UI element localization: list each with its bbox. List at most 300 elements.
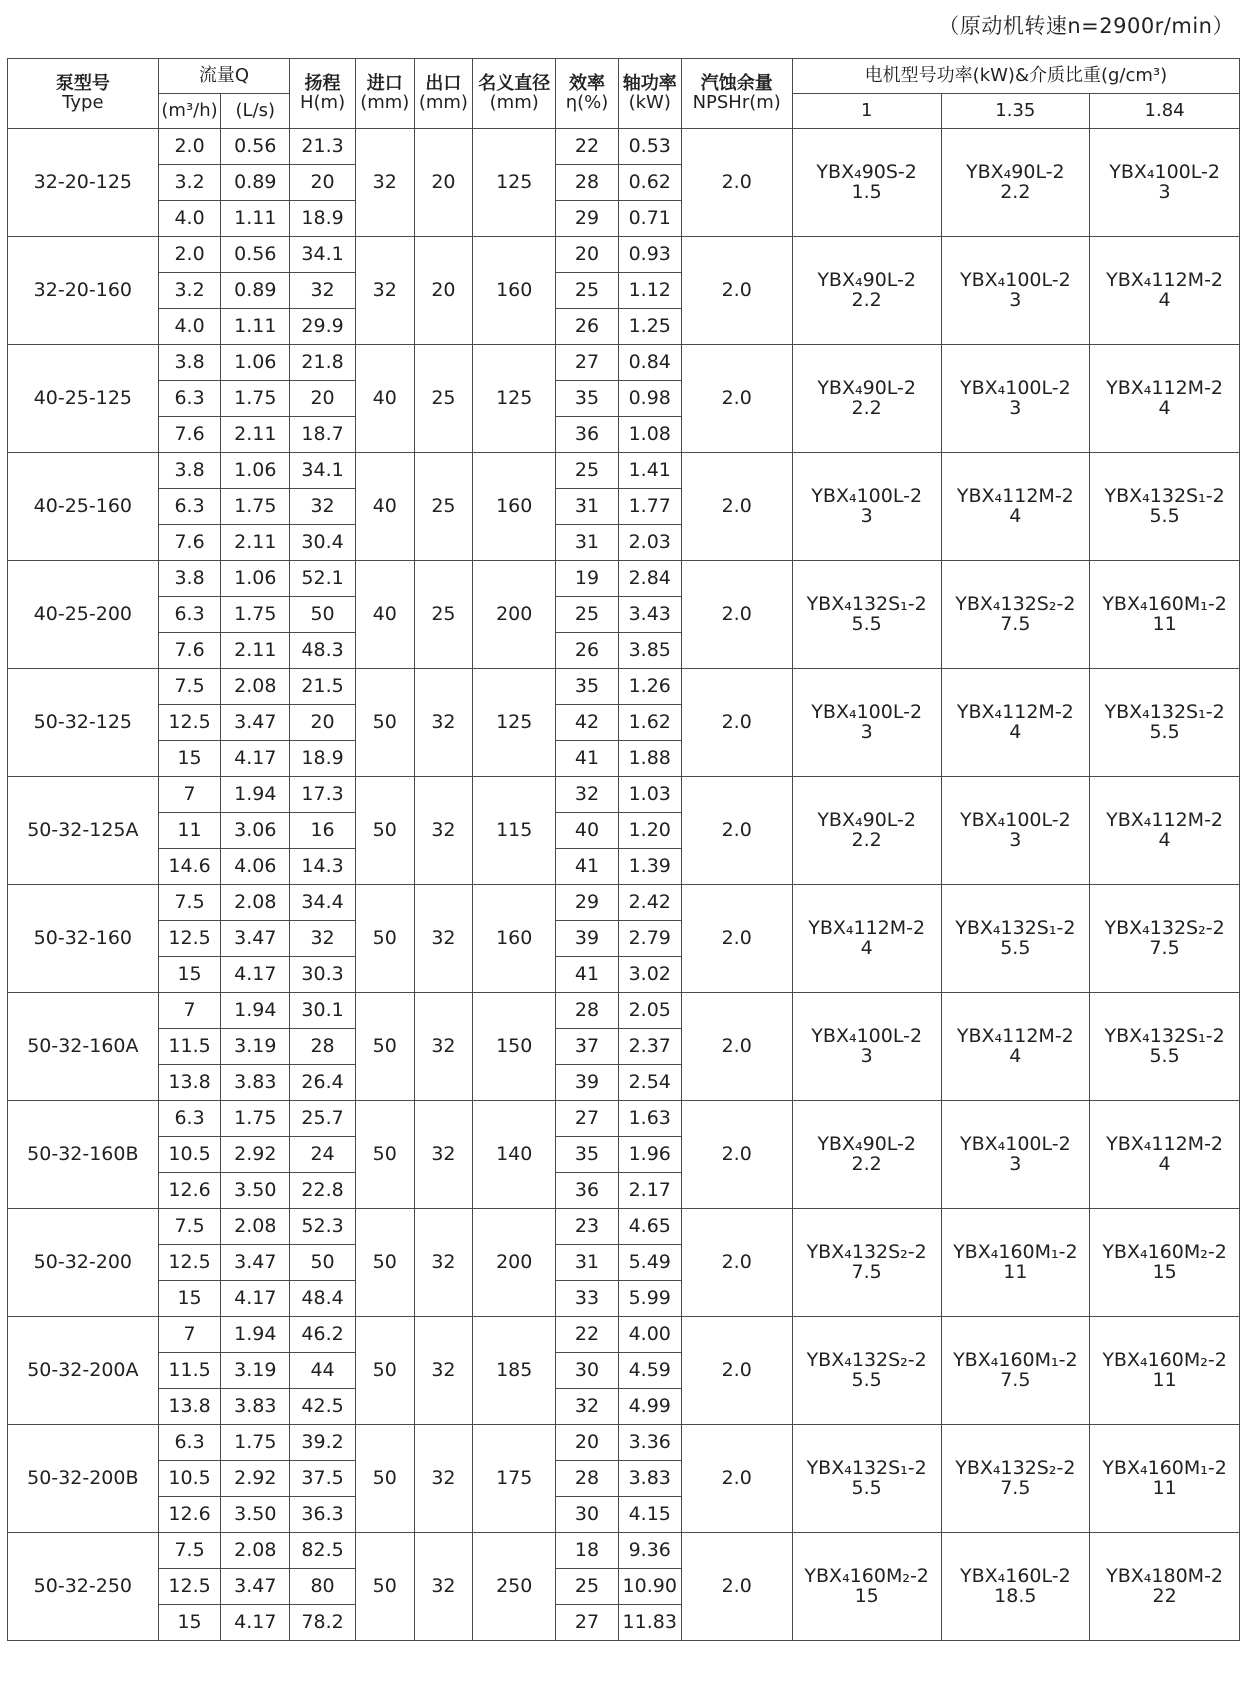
flow-m3h-cell: 10.5: [158, 1461, 221, 1497]
flow-ls-cell: 2.08: [221, 669, 290, 705]
motor-cell: [1090, 1101, 1240, 1209]
motor-cell: [792, 453, 941, 561]
efficiency-cell: 35: [556, 669, 619, 705]
head-cell: 14.3: [290, 849, 356, 885]
header-flow-ls: (L/s): [221, 94, 290, 129]
efficiency-cell: 28: [556, 165, 619, 201]
shaft-power-cell: 1.26: [618, 669, 681, 705]
motor-power: 4: [1009, 1044, 1022, 1067]
efficiency-cell: 32: [556, 1389, 619, 1425]
table-row: [8, 669, 1240, 705]
efficiency-cell: 40: [556, 813, 619, 849]
pump-type: 50-32-160B: [8, 1101, 159, 1209]
pump-type: 32-20-160: [8, 237, 159, 345]
motor-model: YBX₄180M-2: [1106, 1564, 1224, 1587]
head-cell: 28: [290, 1029, 356, 1065]
motor-model: YBX₄160M₂-2: [804, 1564, 929, 1587]
motor-power: 15: [1152, 1260, 1177, 1283]
flow-ls-cell: 3.83: [221, 1065, 290, 1101]
efficiency-cell: 35: [556, 381, 619, 417]
npsh-cell: 2.0: [681, 453, 792, 561]
motor-power: 7.5: [1000, 1476, 1031, 1499]
head-cell: 48.3: [290, 633, 356, 669]
motor-cell: [941, 1209, 1090, 1317]
motor-model: YBX₄100L-2: [811, 700, 923, 723]
motor-cell: [941, 129, 1090, 237]
efficiency-cell: 25: [556, 597, 619, 633]
efficiency-cell: 42: [556, 705, 619, 741]
shaft-power-cell: 2.03: [618, 525, 681, 561]
shaft-power-cell: 0.93: [618, 237, 681, 273]
head-cell: 25.7: [290, 1101, 356, 1137]
shaft-power-cell: 0.53: [618, 129, 681, 165]
flow-m3h-cell: 6.3: [158, 1425, 221, 1461]
table-body: [8, 129, 1240, 1641]
flow-ls-cell: 4.17: [221, 741, 290, 777]
header-head: 扬程 H(m): [290, 59, 356, 129]
flow-m3h-cell: 12.5: [158, 1245, 221, 1281]
head-cell: 37.5: [290, 1461, 356, 1497]
head-cell: 30.3: [290, 957, 356, 993]
flow-m3h-cell: 3.8: [158, 345, 221, 381]
head-cell: 21.8: [290, 345, 356, 381]
efficiency-cell: 31: [556, 1245, 619, 1281]
flow-ls-cell: 1.11: [221, 309, 290, 345]
efficiency-cell: 25: [556, 273, 619, 309]
motor-power: 2.2: [851, 396, 882, 419]
efficiency-cell: 25: [556, 453, 619, 489]
header-flow: 流量Q: [158, 59, 289, 94]
header-npsh: 汽蚀余量 NPSHr(m): [681, 59, 792, 129]
inlet-cell: 50: [355, 1101, 414, 1209]
motor-model: YBX₄90L-2: [817, 376, 916, 399]
pump-type: 50-32-200B: [8, 1425, 159, 1533]
motor-power: 3: [1009, 288, 1022, 311]
motor-power: 7.5: [1000, 612, 1031, 635]
motor-cell: [1090, 561, 1240, 669]
flow-m3h-cell: 12.6: [158, 1173, 221, 1209]
head-cell: 17.3: [290, 777, 356, 813]
table-row: [8, 1425, 1240, 1461]
npsh-cell: 2.0: [681, 777, 792, 885]
table-row: [8, 1209, 1240, 1245]
motor-model: YBX₄132S₂-2: [955, 1456, 1076, 1479]
flow-m3h-cell: 6.3: [158, 1101, 221, 1137]
header-motor: 电机型号功率(kW)&介质比重(g/cm³): [792, 59, 1239, 94]
flow-m3h-cell: 4.0: [158, 309, 221, 345]
shaft-power-cell: 1.12: [618, 273, 681, 309]
motor-model: YBX₄160L-2: [959, 1564, 1071, 1587]
npsh-cell: 2.0: [681, 1533, 792, 1641]
motor-power: 5.5: [851, 612, 882, 635]
motor-power: 4: [1158, 396, 1171, 419]
head-cell: 18.9: [290, 741, 356, 777]
head-cell: 80: [290, 1569, 356, 1605]
motor-cell: [1090, 777, 1240, 885]
outlet-cell: 32: [414, 1209, 473, 1317]
head-cell: 30.1: [290, 993, 356, 1029]
flow-ls-cell: 3.50: [221, 1497, 290, 1533]
efficiency-cell: 28: [556, 1461, 619, 1497]
motor-power: 5.5: [1149, 504, 1180, 527]
nominal-diameter-cell: 115: [473, 777, 556, 885]
shaft-power-cell: 2.42: [618, 885, 681, 921]
motor-cell: [792, 669, 941, 777]
motor-model: YBX₄132S₁-2: [1104, 1024, 1225, 1047]
table-row: [8, 345, 1240, 381]
motor-model: YBX₄90L-2: [817, 1132, 916, 1155]
efficiency-cell: 22: [556, 1317, 619, 1353]
motor-cell: [941, 345, 1090, 453]
motor-power: 7.5: [1000, 1368, 1031, 1391]
nominal-diameter-cell: 125: [473, 129, 556, 237]
head-cell: 34.1: [290, 237, 356, 273]
flow-ls-cell: 2.92: [221, 1137, 290, 1173]
motor-model: YBX₄112M-2: [1106, 1132, 1224, 1155]
motor-cell: [1090, 993, 1240, 1101]
flow-m3h-cell: 15: [158, 1605, 221, 1641]
motor-model: YBX₄100L-2: [959, 1132, 1071, 1155]
outlet-cell: 32: [414, 1101, 473, 1209]
flow-ls-cell: 1.75: [221, 381, 290, 417]
flow-ls-cell: 1.75: [221, 489, 290, 525]
inlet-cell: 40: [355, 453, 414, 561]
motor-power: 11: [1152, 612, 1177, 635]
motor-cell: [941, 1533, 1090, 1641]
motor-power: 5.5: [851, 1476, 882, 1499]
motor-power: 5.5: [1149, 1044, 1180, 1067]
efficiency-cell: 37: [556, 1029, 619, 1065]
efficiency-cell: 20: [556, 1425, 619, 1461]
shaft-power-cell: 5.49: [618, 1245, 681, 1281]
motor-cell: [1090, 669, 1240, 777]
efficiency-cell: 31: [556, 489, 619, 525]
flow-ls-cell: 3.19: [221, 1029, 290, 1065]
shaft-power-cell: 4.15: [618, 1497, 681, 1533]
motor-power: 11: [1152, 1368, 1177, 1391]
motor-model: YBX₄100L-2: [959, 808, 1071, 831]
nominal-diameter-cell: 250: [473, 1533, 556, 1641]
shaft-power-cell: 2.05: [618, 993, 681, 1029]
efficiency-cell: 41: [556, 741, 619, 777]
npsh-cell: 2.0: [681, 885, 792, 993]
flow-ls-cell: 1.75: [221, 597, 290, 633]
outlet-cell: 32: [414, 993, 473, 1101]
shaft-power-cell: 2.84: [618, 561, 681, 597]
flow-m3h-cell: 12.5: [158, 1569, 221, 1605]
outlet-cell: 32: [414, 885, 473, 993]
nominal-diameter-cell: 125: [473, 669, 556, 777]
head-cell: 50: [290, 1245, 356, 1281]
head-cell: 21.3: [290, 129, 356, 165]
nominal-diameter-cell: 200: [473, 1209, 556, 1317]
shaft-power-cell: 1.77: [618, 489, 681, 525]
flow-m3h-cell: 13.8: [158, 1389, 221, 1425]
efficiency-cell: 39: [556, 921, 619, 957]
header-gravity-1: 1: [792, 94, 941, 129]
shaft-power-cell: 4.99: [618, 1389, 681, 1425]
outlet-cell: 25: [414, 345, 473, 453]
nominal-diameter-cell: 200: [473, 561, 556, 669]
motor-power: 5.5: [851, 1368, 882, 1391]
flow-m3h-cell: 2.0: [158, 237, 221, 273]
nominal-diameter-cell: 125: [473, 345, 556, 453]
pump-type: 50-32-200A: [8, 1317, 159, 1425]
nominal-diameter-cell: 160: [473, 237, 556, 345]
shaft-power-cell: 0.84: [618, 345, 681, 381]
motor-cell: [792, 129, 941, 237]
outlet-cell: 32: [414, 777, 473, 885]
header-type: 泵型号 Type: [8, 59, 159, 129]
efficiency-cell: 22: [556, 129, 619, 165]
table-row: [8, 1317, 1240, 1353]
efficiency-cell: 33: [556, 1281, 619, 1317]
shaft-power-cell: 3.02: [618, 957, 681, 993]
shaft-power-cell: 1.08: [618, 417, 681, 453]
shaft-power-cell: 0.62: [618, 165, 681, 201]
efficiency-cell: 25: [556, 1569, 619, 1605]
motor-power: 3: [1158, 180, 1171, 203]
table-row: [8, 1533, 1240, 1569]
flow-m3h-cell: 6.3: [158, 489, 221, 525]
nominal-diameter-cell: 160: [473, 453, 556, 561]
efficiency-cell: 23: [556, 1209, 619, 1245]
head-cell: 20: [290, 381, 356, 417]
flow-m3h-cell: 2.0: [158, 129, 221, 165]
outlet-cell: 32: [414, 1317, 473, 1425]
motor-cell: [941, 561, 1090, 669]
motor-model: YBX₄112M-2: [956, 1024, 1074, 1047]
pump-type: 50-32-200: [8, 1209, 159, 1317]
inlet-cell: 50: [355, 1533, 414, 1641]
motor-model: YBX₄90L-2: [966, 160, 1065, 183]
inlet-cell: 50: [355, 669, 414, 777]
head-cell: 39.2: [290, 1425, 356, 1461]
motor-model: YBX₄132S₂-2: [806, 1348, 927, 1371]
flow-m3h-cell: 11.5: [158, 1353, 221, 1389]
inlet-cell: 50: [355, 885, 414, 993]
table-row: [8, 777, 1240, 813]
head-cell: 30.4: [290, 525, 356, 561]
outlet-cell: 32: [414, 1425, 473, 1533]
head-cell: 52.1: [290, 561, 356, 597]
inlet-cell: 50: [355, 993, 414, 1101]
motor-cell: [792, 1101, 941, 1209]
head-cell: 44: [290, 1353, 356, 1389]
table-row: [8, 561, 1240, 597]
motor-power: 4: [1009, 720, 1022, 743]
header-inlet: 进口 (mm): [355, 59, 414, 129]
table-row: [8, 129, 1240, 165]
flow-ls-cell: 2.11: [221, 417, 290, 453]
efficiency-cell: 41: [556, 957, 619, 993]
header-efficiency: 效率 η(%): [556, 59, 619, 129]
motor-cell: [941, 669, 1090, 777]
head-cell: 26.4: [290, 1065, 356, 1101]
motor-model: YBX₄132S₁-2: [806, 592, 927, 615]
flow-m3h-cell: 12.5: [158, 705, 221, 741]
flow-ls-cell: 4.06: [221, 849, 290, 885]
outlet-cell: 25: [414, 561, 473, 669]
efficiency-cell: 29: [556, 201, 619, 237]
motor-power: 2.2: [851, 828, 882, 851]
flow-m3h-cell: 6.3: [158, 597, 221, 633]
motor-cell: [941, 885, 1090, 993]
shaft-power-cell: 1.96: [618, 1137, 681, 1173]
head-cell: 29.9: [290, 309, 356, 345]
motor-power: 18.5: [994, 1584, 1037, 1607]
motor-model: YBX₄160M₁-2: [1102, 592, 1227, 615]
head-cell: 20: [290, 705, 356, 741]
flow-ls-cell: 2.11: [221, 525, 290, 561]
motor-model: YBX₄132S₂-2: [955, 592, 1076, 615]
npsh-cell: 2.0: [681, 1317, 792, 1425]
efficiency-cell: 36: [556, 417, 619, 453]
header-nominal-diameter: 名义直径 (mm): [473, 59, 556, 129]
pump-performance-table: [7, 58, 1240, 1641]
motor-model: YBX₄112M-2: [808, 916, 926, 939]
efficiency-cell: 29: [556, 885, 619, 921]
flow-ls-cell: 3.19: [221, 1353, 290, 1389]
shaft-power-cell: 5.99: [618, 1281, 681, 1317]
motor-cell: [1090, 1425, 1240, 1533]
pump-type: 50-32-250: [8, 1533, 159, 1641]
motor-cell: [792, 561, 941, 669]
motor-cell: [1090, 345, 1240, 453]
motor-cell: [1090, 453, 1240, 561]
flow-m3h-cell: 11.5: [158, 1029, 221, 1065]
head-cell: 34.1: [290, 453, 356, 489]
pump-type: 50-32-125A: [8, 777, 159, 885]
flow-ls-cell: 1.75: [221, 1101, 290, 1137]
flow-ls-cell: 1.06: [221, 561, 290, 597]
head-cell: 24: [290, 1137, 356, 1173]
nominal-diameter-cell: 140: [473, 1101, 556, 1209]
flow-ls-cell: 4.17: [221, 957, 290, 993]
flow-ls-cell: 1.75: [221, 1425, 290, 1461]
motor-model: YBX₄100L-2: [959, 376, 1071, 399]
head-cell: 32: [290, 273, 356, 309]
motor-model: YBX₄132S₁-2: [1104, 700, 1225, 723]
outlet-cell: 32: [414, 669, 473, 777]
npsh-cell: 2.0: [681, 1209, 792, 1317]
motor-cell: [941, 993, 1090, 1101]
flow-m3h-cell: 12.6: [158, 1497, 221, 1533]
flow-m3h-cell: 3.8: [158, 561, 221, 597]
motor-model: YBX₄112M-2: [1106, 376, 1224, 399]
motor-cell: [1090, 885, 1240, 993]
motor-power: 3: [860, 504, 873, 527]
efficiency-cell: 35: [556, 1137, 619, 1173]
head-cell: 36.3: [290, 1497, 356, 1533]
motor-cell: [792, 1317, 941, 1425]
shaft-power-cell: 1.62: [618, 705, 681, 741]
motor-model: YBX₄100L-2: [959, 268, 1071, 291]
head-cell: 50: [290, 597, 356, 633]
motor-cell: [1090, 1317, 1240, 1425]
header-shaft-power: 轴功率 (kW): [618, 59, 681, 129]
shaft-power-cell: 10.90: [618, 1569, 681, 1605]
shaft-power-cell: 1.39: [618, 849, 681, 885]
flow-ls-cell: 2.08: [221, 1209, 290, 1245]
head-cell: 20: [290, 165, 356, 201]
motor-cell: [792, 1209, 941, 1317]
shaft-power-cell: 3.36: [618, 1425, 681, 1461]
pump-type: 50-32-160: [8, 885, 159, 993]
pump-type: 40-25-125: [8, 345, 159, 453]
table-row: [8, 453, 1240, 489]
flow-m3h-cell: 14.6: [158, 849, 221, 885]
motor-power: 2.2: [851, 288, 882, 311]
flow-m3h-cell: 7.6: [158, 633, 221, 669]
outlet-cell: 20: [414, 237, 473, 345]
shaft-power-cell: 1.03: [618, 777, 681, 813]
npsh-cell: 2.0: [681, 345, 792, 453]
motor-power: 2.2: [1000, 180, 1031, 203]
inlet-cell: 50: [355, 1425, 414, 1533]
shaft-power-cell: 2.37: [618, 1029, 681, 1065]
head-cell: 18.9: [290, 201, 356, 237]
head-cell: 42.5: [290, 1389, 356, 1425]
motor-model: YBX₄132S₁-2: [955, 916, 1076, 939]
motor-cell: [941, 1101, 1090, 1209]
motor-model: YBX₄132S₁-2: [1104, 484, 1225, 507]
table-row: [8, 993, 1240, 1029]
shaft-power-cell: 2.54: [618, 1065, 681, 1101]
shaft-power-cell: 9.36: [618, 1533, 681, 1569]
motor-cell: [792, 345, 941, 453]
motor-power: 1.5: [851, 180, 882, 203]
efficiency-cell: 30: [556, 1497, 619, 1533]
motor-power: 4: [1158, 1152, 1171, 1175]
npsh-cell: 2.0: [681, 1425, 792, 1533]
motor-model: YBX₄90L-2: [817, 808, 916, 831]
efficiency-cell: 27: [556, 1605, 619, 1641]
inlet-cell: 40: [355, 561, 414, 669]
outlet-cell: 32: [414, 1533, 473, 1641]
flow-ls-cell: 2.11: [221, 633, 290, 669]
flow-ls-cell: 3.47: [221, 705, 290, 741]
shaft-power-cell: 4.65: [618, 1209, 681, 1245]
motor-power: 11: [1003, 1260, 1028, 1283]
flow-m3h-cell: 7.5: [158, 1533, 221, 1569]
npsh-cell: 2.0: [681, 669, 792, 777]
flow-m3h-cell: 7.6: [158, 525, 221, 561]
motor-cell: [941, 1317, 1090, 1425]
inlet-cell: 50: [355, 1209, 414, 1317]
header-outlet: 出口 (mm): [414, 59, 473, 129]
table-row: [8, 885, 1240, 921]
flow-ls-cell: 0.89: [221, 165, 290, 201]
head-cell: 22.8: [290, 1173, 356, 1209]
motor-power: 15: [854, 1584, 879, 1607]
motor-cell: [941, 237, 1090, 345]
shaft-power-cell: 3.83: [618, 1461, 681, 1497]
motor-power: 4: [1009, 504, 1022, 527]
shaft-power-cell: 2.17: [618, 1173, 681, 1209]
efficiency-cell: 36: [556, 1173, 619, 1209]
motor-cell: [792, 885, 941, 993]
shaft-power-cell: 11.83: [618, 1605, 681, 1641]
inlet-cell: 32: [355, 129, 414, 237]
head-cell: 32: [290, 489, 356, 525]
motor-cell: [792, 237, 941, 345]
flow-m3h-cell: 15: [158, 957, 221, 993]
motor-cell: [792, 993, 941, 1101]
flow-ls-cell: 0.56: [221, 237, 290, 273]
flow-m3h-cell: 13.8: [158, 1065, 221, 1101]
motor-power: 3: [860, 1044, 873, 1067]
